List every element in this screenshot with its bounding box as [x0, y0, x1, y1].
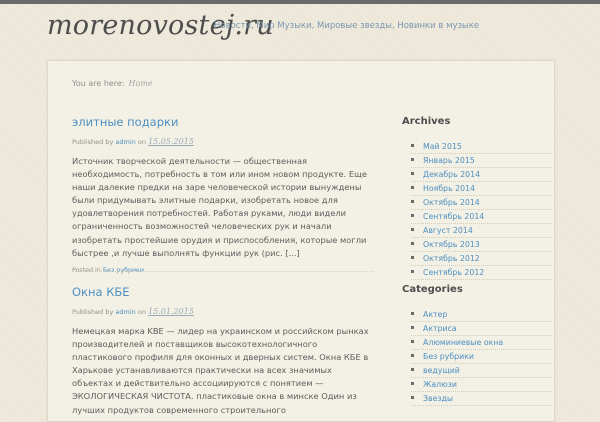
category-item: [411, 322, 552, 336]
categories-list: [411, 308, 552, 406]
post-title-link[interactable]: элитные подарки: [72, 115, 179, 129]
archive-link[interactable]: Август 2014: [423, 226, 473, 235]
archive-link[interactable]: Ноябрь 2014: [423, 184, 475, 193]
archives-widget: [402, 116, 552, 280]
category-item: [411, 392, 552, 406]
category-link[interactable]: ведущий: [423, 366, 460, 375]
archive-item: [411, 182, 552, 196]
category-item: [411, 350, 552, 364]
post-title-link[interactable]: Окна КБЕ: [72, 285, 130, 299]
archive-item: [411, 154, 552, 168]
archives-title: Archives: [402, 116, 451, 127]
breadcrumb-home-link[interactable]: Home: [128, 79, 153, 88]
archive-item: [411, 168, 552, 182]
archive-item: [411, 224, 552, 238]
site-title[interactable]: morenovostej.ru: [47, 10, 274, 41]
category-link[interactable]: Актер: [423, 310, 448, 319]
post-meta: [72, 138, 374, 146]
archive-link[interactable]: Январь 2015: [423, 156, 475, 165]
archive-link[interactable]: Сентябрь 2014: [423, 212, 485, 221]
post-meta: [72, 308, 374, 316]
category-item: [411, 336, 552, 350]
archive-item: [411, 196, 552, 210]
breadcrumb-prefix: You are here:: [72, 79, 125, 88]
category-link[interactable]: Алюминиевые окна: [423, 338, 504, 347]
meta-published-label: Published by: [72, 308, 114, 316]
post-separator: [72, 271, 374, 273]
category-item: [411, 308, 552, 322]
archive-link[interactable]: Сентябрь 2012: [423, 268, 485, 277]
archive-link[interactable]: Октябрь 2014: [423, 198, 480, 207]
category-link[interactable]: Звезды: [423, 394, 454, 403]
post-category-link[interactable]: Без рубрики: [102, 266, 144, 274]
archive-item: [411, 252, 552, 266]
post: [72, 285, 374, 417]
post-excerpt: Немецкая марка KBE — лидер на украинском и российском рынках производителей и поставщиков высокотехнологичного пластикового профиля для оконных и дверных систем. Окна КБЕ в Харькове устанавливаются практически на всех значимых объектах и действительно ассоциируются с понятием — ЭКОЛОГИЧЕСКАЯ ЧИСТОТА. пластиковые окна в минске Один из лучших продуктов современного строительного: [72, 326, 369, 415]
archive-link[interactable]: Октябрь 2013: [423, 240, 480, 249]
top-border: [0, 0, 600, 4]
archives-list: [411, 140, 552, 280]
archive-item: [411, 210, 552, 224]
category-link[interactable]: Жалюзи: [423, 380, 457, 389]
archive-link[interactable]: Май 2015: [423, 142, 462, 151]
footer-posted-label: Posted in: [72, 266, 101, 274]
meta-on-label: on: [137, 308, 146, 316]
archive-item: [411, 140, 552, 154]
post-author-link[interactable]: admin: [115, 138, 136, 146]
meta-on-label: on: [137, 138, 146, 146]
categories-widget: [402, 284, 552, 406]
archive-item: [411, 266, 552, 280]
category-link[interactable]: Актриса: [423, 324, 457, 333]
archive-link[interactable]: Декабрь 2014: [423, 170, 481, 179]
archive-item: [411, 238, 552, 252]
category-item: [411, 378, 552, 392]
meta-published-label: Published by: [72, 138, 114, 146]
post-date-link[interactable]: 15.01.2015: [148, 307, 194, 316]
category-item: [411, 364, 552, 378]
category-link[interactable]: Без рубрики: [423, 352, 474, 361]
post-author-link[interactable]: admin: [115, 308, 136, 316]
breadcrumb: [72, 79, 153, 88]
site-description: Новости, Мир Музыки, Мировые звезды, Новинки в музыке: [214, 21, 480, 31]
archive-link[interactable]: Октябрь 2012: [423, 254, 480, 263]
post: [72, 115, 374, 274]
categories-title: Categories: [402, 284, 463, 295]
post-date-link[interactable]: 15.05.2015: [148, 137, 194, 146]
post-excerpt: Источник творческой деятельности — общественная необходимость, потребность в том или ином новом продукте. Еще наши далекие предки на заре человеческой истории вынуждены были придумывать элитные подарки, изобретать новое для удовлетворения потребностей. Работая руками, люди видели ограниченность возможностей человеческих рук и начали изобретать простейшие орудия и приспособления, которые могли быстрее ,и лучше выполнять функции рук (рис. [...]: [72, 156, 367, 258]
